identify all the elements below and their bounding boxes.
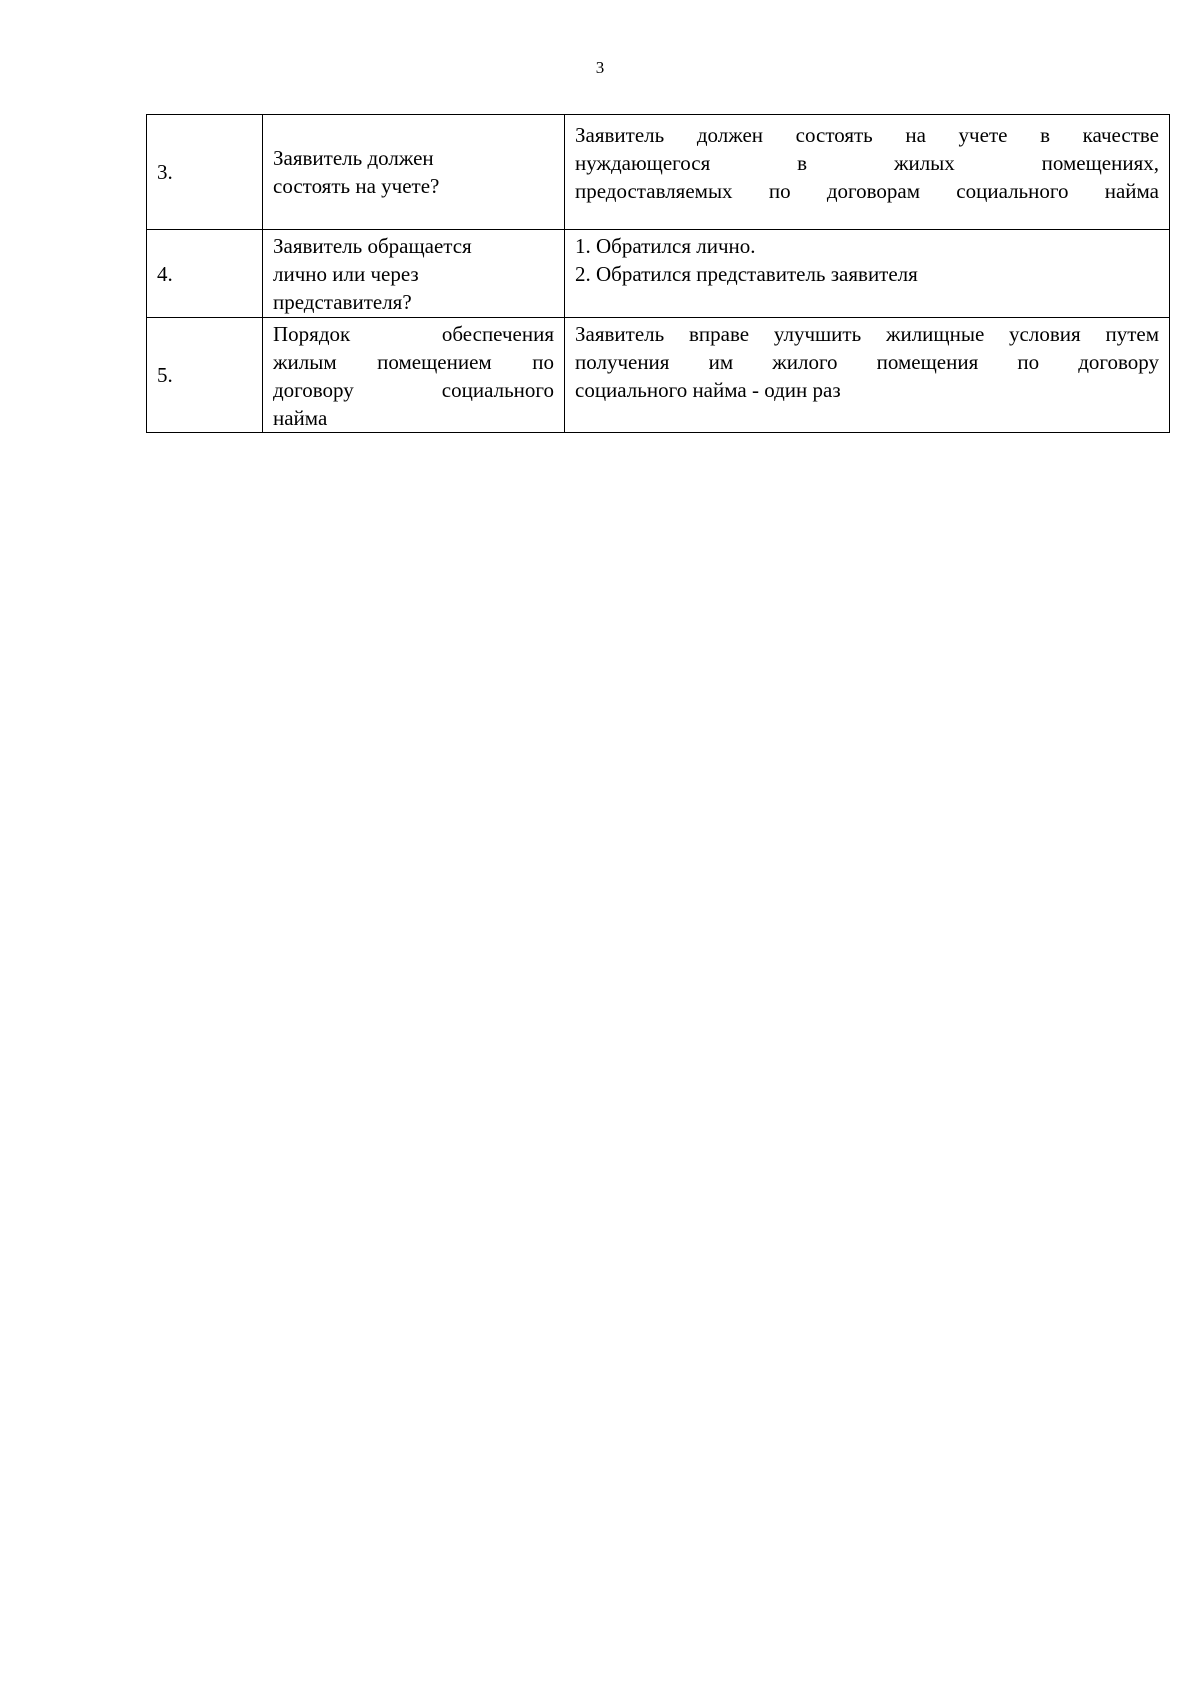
question-line: найма [273, 406, 328, 430]
question-line: лично или через [273, 262, 419, 286]
answer-cell [565, 318, 1170, 433]
question-line: представителя? [273, 290, 412, 314]
answer-line: Заявитель должен состоять на учете в качестве [575, 123, 1159, 147]
page-number: 3 [595, 58, 605, 77]
table-row [147, 318, 1170, 433]
criteria-table [146, 114, 1170, 433]
row-number: 4. [147, 230, 263, 318]
table-row [147, 115, 1170, 230]
table-row [147, 230, 1170, 318]
question-line: Порядок обеспечения [273, 322, 554, 346]
question-cell [263, 318, 565, 433]
answer-cell [565, 115, 1170, 230]
question-line: состоять на учете? [273, 174, 440, 198]
question-line: Заявитель обращается [273, 234, 472, 258]
answer-line: получения им жилого помещения по договору [575, 350, 1159, 374]
question-cell [263, 230, 565, 318]
answer-cell [565, 230, 1170, 318]
answer-line: нуждающегося в жилых помещениях, [575, 151, 1159, 175]
answer-line: предоставляемых по договорам социального найма [575, 179, 1159, 203]
question-line: договору социального [273, 378, 554, 402]
answer-line: 2. Обратился представитель заявителя [575, 262, 918, 286]
row-number: 5. [147, 318, 263, 433]
answer-line: 1. Обратился лично. [575, 234, 756, 258]
question-line: Заявитель должен [273, 146, 434, 170]
answer-line: социального найма - один раз [575, 378, 841, 402]
question-cell [263, 115, 565, 230]
answer-line: Заявитель вправе улучшить жилищные условия путем [575, 322, 1159, 346]
row-number: 3. [147, 115, 263, 230]
question-line: жилым помещением по [273, 350, 554, 374]
